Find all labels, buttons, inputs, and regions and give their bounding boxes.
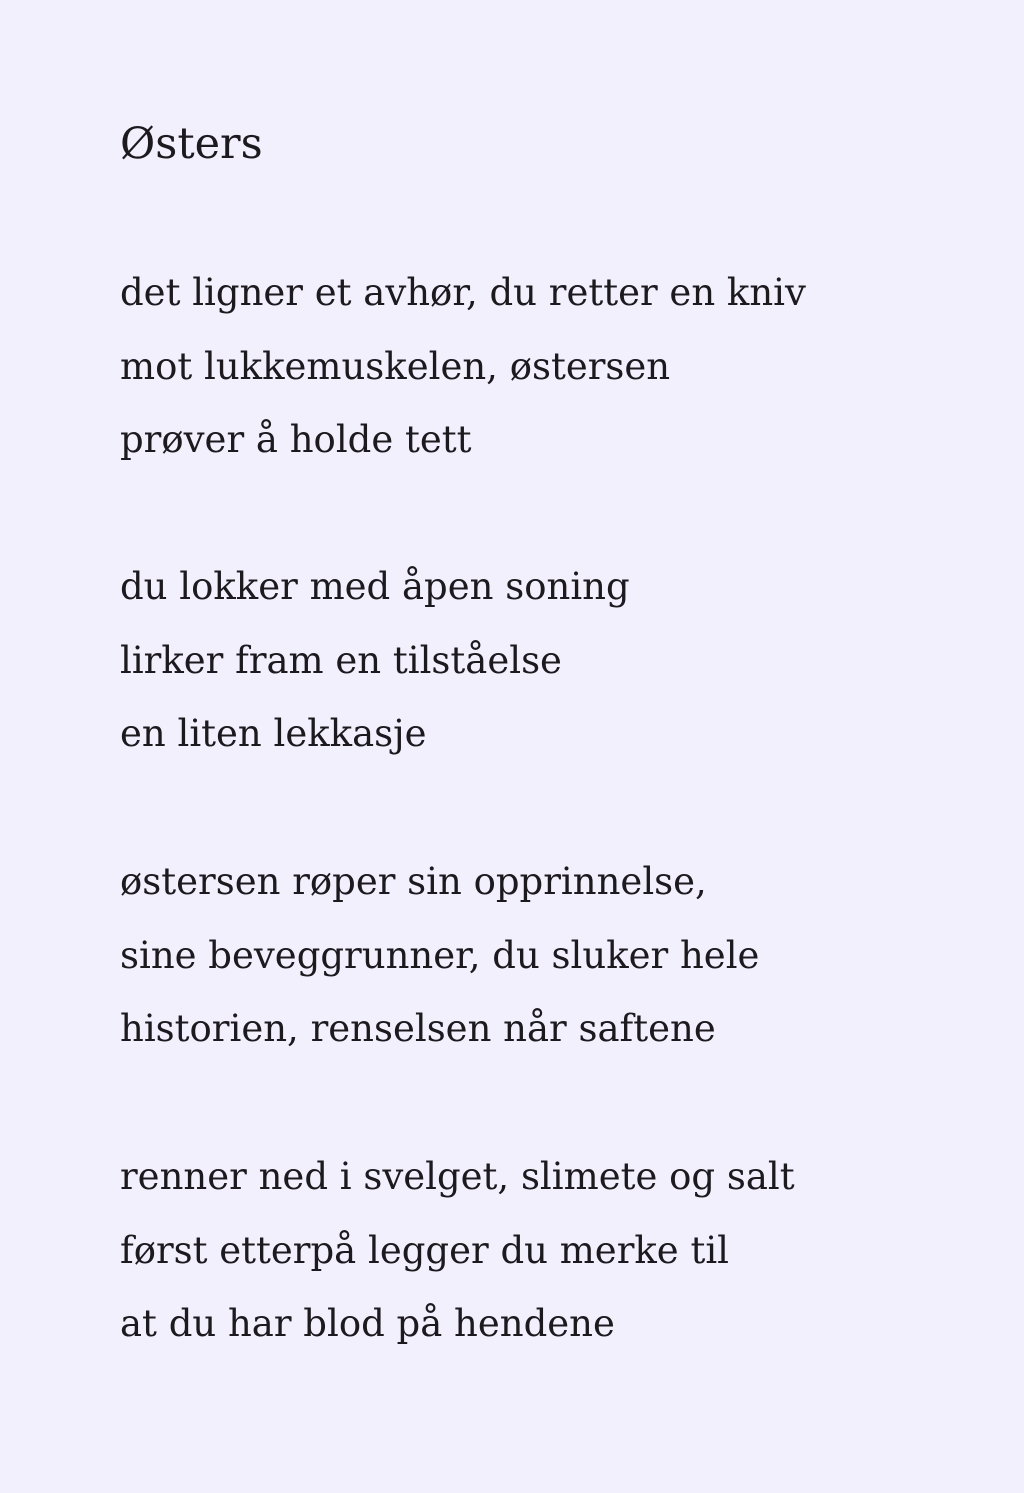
poem-line: det ligner et avhør, du retter en kniv xyxy=(120,271,806,314)
stanza xyxy=(120,1140,795,1361)
poem-line: at du har blod på hendene xyxy=(120,1302,615,1345)
poem-line: renner ned i svelget, slimete og salt xyxy=(120,1155,795,1198)
poem-line: østersen røper sin opprinnelse, xyxy=(120,860,707,903)
stanza xyxy=(120,845,759,1066)
poem-line: først etterpå legger du merke til xyxy=(120,1228,730,1272)
stanza xyxy=(120,550,630,771)
poem-line: du lokker med åpen soning xyxy=(120,565,630,608)
poem-line: prøver å holde tett xyxy=(120,418,472,461)
poem-line: en liten lekkasje xyxy=(120,712,427,755)
stanza xyxy=(120,256,806,477)
poem-line: mot lukkemuskelen, østersen xyxy=(120,344,671,388)
poem-title: Østers xyxy=(120,119,263,169)
poem-line: sine beveggrunner, du sluker hele xyxy=(120,933,760,977)
poem-line: historien, renselsen når saftene xyxy=(120,1007,716,1050)
poem-line: lirker fram en tilståelse xyxy=(120,638,562,682)
